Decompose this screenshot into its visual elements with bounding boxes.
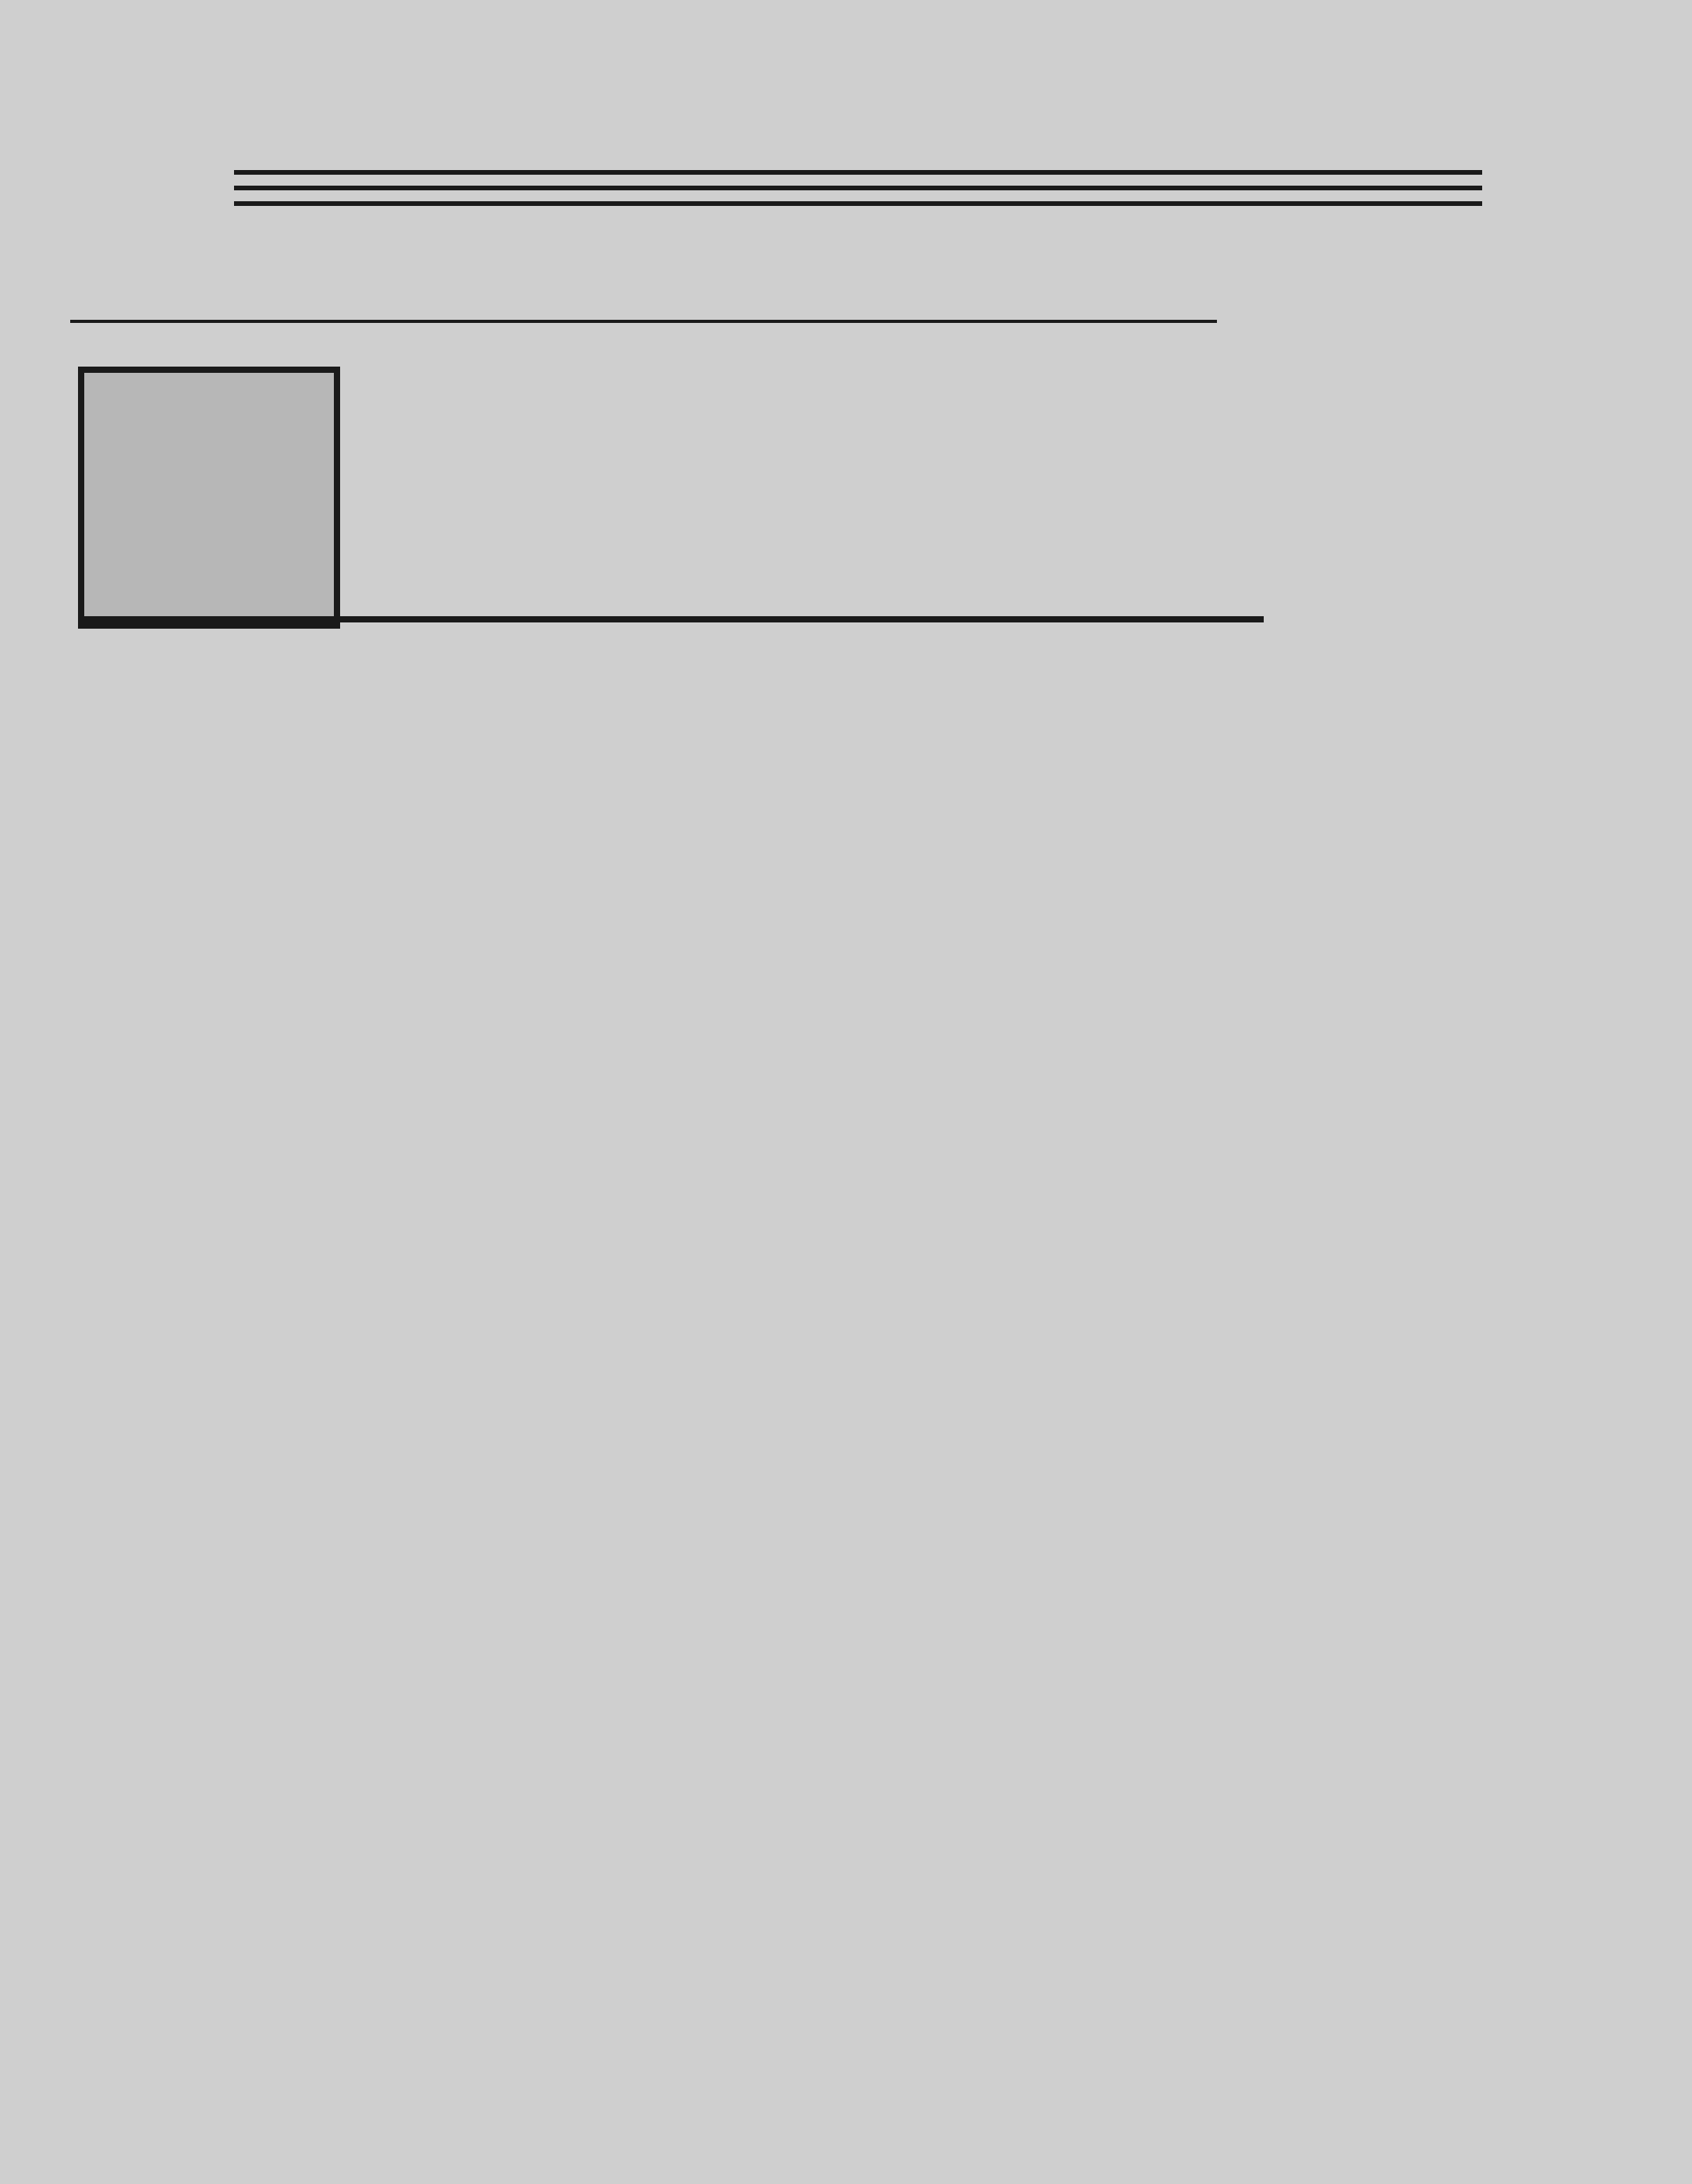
- article-column-2: [452, 640, 811, 2161]
- article-column-1: [62, 640, 413, 2161]
- headline-line-1: [351, 351, 1264, 460]
- article-column-5: [1303, 1841, 1677, 2153]
- page-header: [55, 156, 1662, 242]
- header-rules: [234, 170, 1482, 217]
- theatre-emblem: [78, 367, 340, 629]
- date-stamp: [967, 28, 1311, 98]
- headline-line-2: [351, 507, 1264, 624]
- article-column-3: [866, 640, 1256, 2161]
- headline-rule: [78, 616, 1264, 622]
- archive-stamp: [499, 23, 827, 117]
- section-rubric: [70, 250, 1217, 323]
